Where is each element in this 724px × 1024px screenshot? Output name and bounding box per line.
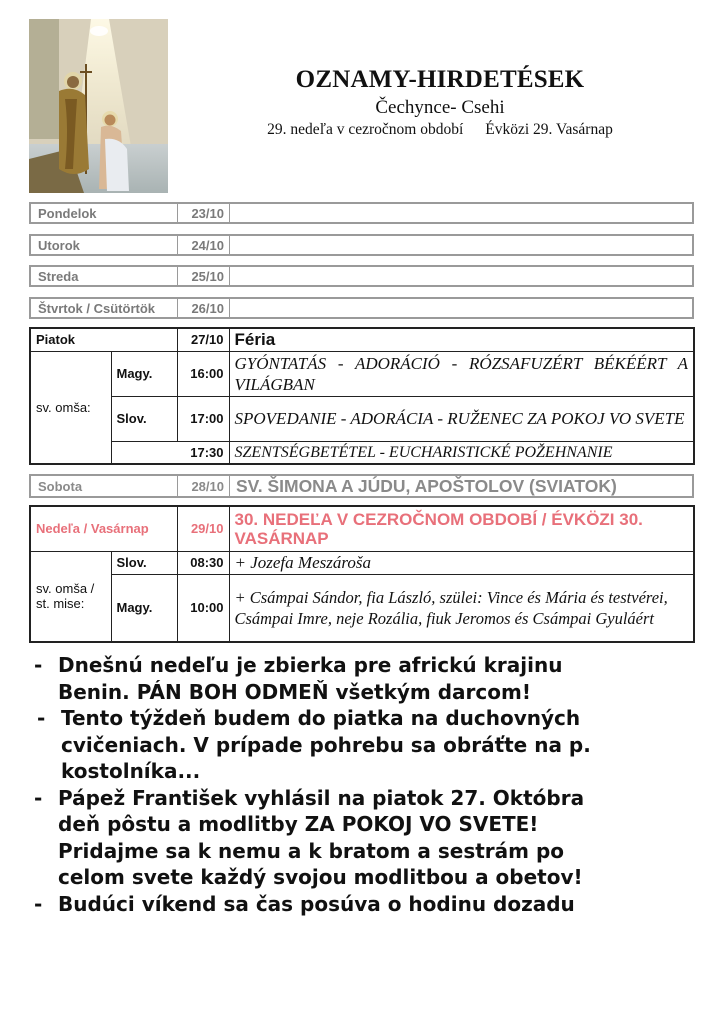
time: 10:00 bbox=[177, 574, 229, 642]
schedule-row bbox=[30, 351, 694, 396]
day-name: Sobota bbox=[31, 476, 178, 496]
language-label: Magy. bbox=[111, 351, 177, 396]
day-title: 30. NEDEĽA V CEZROČNOM OBDOBÍ / ÉVKÖZI 30. VASÁRNAP bbox=[229, 506, 694, 551]
announcement-line: celom svete každý svojou modlitbou a obetov! bbox=[58, 865, 583, 889]
painting-illustration bbox=[29, 19, 168, 193]
day-date: 28/10 bbox=[178, 476, 230, 496]
event-description: SZENTSÉGBETÉTEL - EUCHARISTICKÉ POŽEHNANIE bbox=[229, 441, 694, 464]
announcement-line: deň pôstu a modlitby ZA POKOJ VO SVETE! bbox=[58, 812, 539, 836]
day-name: Nedeľa / Vasárnap bbox=[30, 506, 177, 551]
day-name: Piatok bbox=[30, 328, 177, 351]
day-note bbox=[230, 236, 692, 254]
mass-label: sv. omša: bbox=[30, 351, 111, 464]
announcement-line: Budúci víkend sa čas posúva o hodinu dozadu bbox=[58, 891, 575, 916]
day-title: Féria bbox=[229, 328, 694, 351]
weekday-row-thursday bbox=[29, 297, 694, 319]
day-title: SV. ŠIMONA A JÚDU, APOŠTOLOV (SVIATOK) bbox=[236, 476, 617, 496]
announcement-line: cvičeniach. V prípade pohrebu sa obráťte na p. bbox=[61, 732, 591, 757]
bullet-dash: - bbox=[34, 785, 43, 810]
time: 17:30 bbox=[111, 441, 229, 464]
schedule-row bbox=[30, 441, 694, 464]
announcement-item bbox=[34, 891, 714, 918]
sunday-schedule-table bbox=[29, 505, 695, 643]
day-date: 24/10 bbox=[178, 236, 230, 254]
parish-name: Čechynce- Csehi bbox=[375, 97, 505, 118]
bullet-dash: - bbox=[37, 706, 46, 730]
schedule-row bbox=[30, 551, 694, 574]
announcement-item bbox=[37, 705, 717, 785]
day-date: 25/10 bbox=[178, 267, 230, 285]
announcement-line: Dnešnú nedeľu je zbierka pre africkú krajinu bbox=[58, 653, 563, 677]
announcements-list bbox=[34, 652, 714, 917]
announcement-line: Benin. PÁN BOH ODMEŇ všetkým darcom! bbox=[58, 679, 531, 704]
mass-label-line-1: sv. omša / bbox=[36, 581, 95, 597]
event-description: GYÓNTATÁS - ADORÁCIÓ - RÓZSAFUZÉRT BÉKÉÉRT A VILÁGBAN bbox=[229, 351, 694, 396]
announcement-line: Pridajme sa k nemu a k bratom a sestrám po bbox=[58, 838, 564, 863]
weekday-row-wednesday bbox=[29, 265, 694, 287]
sunday-header-row bbox=[30, 506, 694, 551]
mass-intention: + Jozefa Meszároša bbox=[229, 551, 694, 574]
mass-label-line-2: st. mise: bbox=[36, 596, 85, 612]
liturgical-week-hu: Évközi 29. Vasárnap bbox=[485, 121, 613, 138]
time: 08:30 bbox=[177, 551, 229, 574]
friday-schedule-table bbox=[29, 327, 695, 465]
baptism-of-christ-image bbox=[29, 19, 168, 193]
day-date: 27/10 bbox=[177, 328, 229, 351]
day-date: 23/10 bbox=[178, 204, 230, 222]
mass-label bbox=[30, 551, 111, 642]
mass-intention: + Csámpai Sándor, fia László, szülei: Vince és Mária és testvérei, Csámpai Imre, neje Rozália, fiuk Jeromos és Csámpai Gyuláért bbox=[229, 574, 694, 642]
language-label: Magy. bbox=[111, 574, 177, 642]
friday-header-row bbox=[30, 328, 694, 351]
day-note bbox=[230, 299, 692, 317]
event-description: SPOVEDANIE - ADORÁCIA - RUŽENEC ZA POKOJ VO SVETE bbox=[229, 396, 694, 441]
bullet-dash: - bbox=[34, 653, 43, 677]
bullet-dash: - bbox=[34, 891, 43, 916]
weekday-row-tuesday bbox=[29, 234, 694, 256]
time: 17:00 bbox=[177, 396, 229, 441]
announcement-line: Tento týždeň budem do piatka na duchovných bbox=[61, 706, 581, 730]
schedule-row bbox=[30, 396, 694, 441]
page-title: OZNAMY-HIRDETÉSEK bbox=[295, 66, 585, 93]
day-note bbox=[230, 204, 692, 222]
language-label: Slov. bbox=[111, 396, 177, 441]
language-label: Slov. bbox=[111, 551, 177, 574]
day-name: Streda bbox=[31, 267, 178, 285]
weekday-row-monday bbox=[29, 202, 694, 224]
announcement-line: Pápež František vyhlásil na piatok 27. Októbra bbox=[58, 785, 585, 810]
day-name: Utorok bbox=[31, 236, 178, 254]
day-date: 26/10 bbox=[178, 299, 230, 317]
announcement-line: kostolníka... bbox=[61, 759, 201, 783]
saturday-row bbox=[29, 474, 694, 498]
day-name: Štvrtok / Csütörtök bbox=[31, 299, 178, 317]
day-date: 29/10 bbox=[177, 506, 229, 551]
schedule-row bbox=[30, 574, 694, 642]
liturgical-week bbox=[230, 121, 650, 139]
announcement-item bbox=[34, 785, 714, 891]
announcement-item bbox=[34, 652, 714, 705]
liturgical-week-sk: 29. nedeľa v cezročnom období bbox=[267, 121, 464, 138]
time: 16:00 bbox=[177, 351, 229, 396]
day-name: Pondelok bbox=[31, 204, 178, 222]
day-note bbox=[230, 267, 692, 285]
